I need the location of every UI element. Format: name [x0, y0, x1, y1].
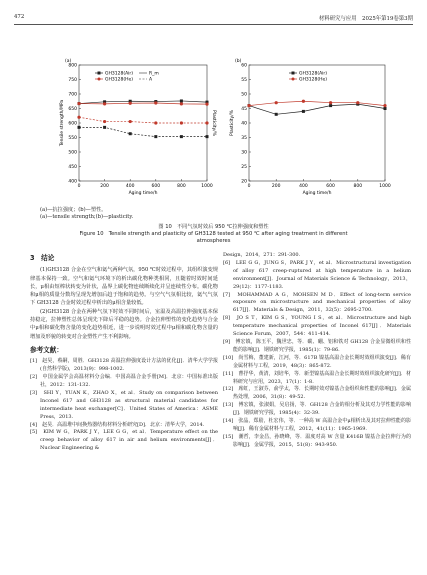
panel-label: (b) — [235, 59, 242, 64]
y-tick-label: 450 — [68, 165, 77, 170]
y-tick-label: 600 — [68, 121, 77, 127]
reference-item: [4] 赵昊．高温堆中间换热器结构材料分析研究[D]．北京：清华大学，2014. — [30, 421, 205, 428]
y-tick-label: 25 — [241, 165, 247, 170]
x-tick-label: 600 — [151, 184, 161, 189]
y-axis-label: Tensile strength/MPa — [60, 99, 65, 147]
references-list-right — [223, 252, 411, 450]
data-point — [77, 102, 80, 105]
reference-item: [8] JO S T，KIM G S，YOUNG I S，et al．Microstructure and high temperature mechanical properties of Inconel 617[J]．Materials Science Forum，2007，544：411-414. — [223, 315, 411, 338]
x-tick-label: 800 — [177, 184, 186, 189]
right-column — [223, 252, 411, 450]
legend-marker — [98, 72, 101, 75]
data-point — [129, 102, 132, 105]
chart-a — [55, 55, 220, 205]
data-point — [154, 135, 157, 138]
data-point — [329, 104, 332, 107]
data-point — [384, 107, 387, 110]
reference-item: [12] 席虹，王淑芬，俞学太，等．长期时效对镍基合金组织和性能的影响[J]．金属热处理，2006，31(8)：49-52. — [223, 386, 411, 401]
y-tick-label: 500 — [68, 150, 77, 156]
journal-title: 材料研究与应用 2025年第19卷第3期 — [318, 16, 413, 22]
reference-item: [13] 傅宏镇，张淑娟，吴启扬，等．GH128 合金的相分析及其对力学性能的影响[J]．钢铁研究学报，1985(4)：32-39. — [223, 402, 411, 417]
y-tick-label: 750 — [68, 78, 77, 83]
y-tick-label: 40 — [241, 121, 247, 127]
y-tick-label: 800 — [68, 63, 77, 69]
data-point — [206, 135, 209, 138]
data-point — [180, 121, 183, 124]
x-tick-label: 400 — [299, 184, 308, 189]
x-tick-label: 0 — [77, 184, 81, 189]
data-point — [103, 126, 106, 129]
reference-item: [5] KIM W G，PARK J Y，LEE G G，et al．Temperature effect on the creep behavior of alloy 617 in air and helium environments[J]．Nuclear Engineering & — [30, 429, 218, 452]
data-point — [77, 116, 80, 119]
x-axis-label: Aging time/h — [302, 191, 332, 196]
left-column — [30, 252, 218, 453]
section-title: 3 结论 — [30, 254, 55, 262]
x-tick-label: 200 — [100, 184, 109, 189]
series-line — [249, 104, 385, 114]
data-point — [129, 120, 132, 123]
figure-caption-cn: 图 10 不同气氛时效后 950 ℃拉伸强度和塑性 — [158, 224, 269, 230]
legend-label: R_m — [149, 71, 159, 77]
legend-marker — [98, 78, 101, 81]
x-tick-label: 600 — [326, 184, 335, 189]
x-tick-label: 800 — [353, 184, 363, 189]
reference-item: [10] 尚雪梅，董建新，江河，等．617B 镍基高温合金长期时效组织演变[J]．稀有金属材料与工程，2019，48(3)：865-872. — [223, 354, 411, 369]
legend-label: GH3128(He) — [299, 77, 327, 83]
panel-caption-en: (a)—tensile strength;(b)—plasticity. — [40, 214, 134, 220]
reference-item: [15] 潮哲，李金昌，孙晓峰，等．温度对高 W 含量 K416B 镍基合金拉伸行为的影响[J]．金属学报，2015，51(8)：943-950. — [223, 433, 411, 448]
figure-caption-en-1: Figure 10 Tensile strength and plasticity of GH3128 tested at 950 ℃ after aging treatment in different — [79, 231, 348, 237]
panel-label: (a) — [65, 59, 72, 64]
reference-item: [2] 中国金属学会高温材料分会编．中国高温合金手册[M]．北京：中国标准出版社，2012：131-132. — [30, 374, 218, 388]
conclusion-para-1: (1)GH3128 合金在空气和氦气两种气氛，950 ℃时效过程中，其组织演变规律基本保持一致。空气和氦气环境下的析出碳化物种类相同，且随着时效时间延长，μ相由短棒状转变为针状，晶界上碳化物连续断续化并呈连续性分布。碳化物和μ相的质量分数均呈现先增加后趋于饱和的趋势。与空气气氛相比较，氦气气氛下 GH3128 合金时效过程中析出的μ相含量较低。 — [30, 267, 218, 307]
data-point — [180, 99, 183, 102]
data-point — [103, 102, 106, 105]
y-tick-label: 400 — [68, 179, 77, 185]
references-title: 参考文献： — [30, 345, 63, 354]
header-rule — [14, 24, 413, 25]
data-point — [129, 132, 132, 135]
y-tick-label: 35 — [241, 136, 247, 141]
series-line — [79, 127, 207, 136]
figure-caption-en-2: atmospheres — [196, 238, 231, 244]
x-tick-label: 200 — [271, 184, 281, 189]
x-tick-label: 1000 — [379, 184, 391, 189]
y-tick-label: 20 — [241, 179, 247, 185]
x-tick-label: 1000 — [201, 184, 213, 189]
legend-marker — [292, 72, 295, 75]
y-right-axis-label: Plasticity/% — [211, 109, 216, 137]
data-point — [154, 101, 157, 104]
legend-label: GH3128(Air) — [299, 71, 328, 77]
data-point — [247, 104, 250, 107]
x-tick-label: 0 — [247, 184, 251, 189]
series-line — [79, 103, 207, 104]
panel-caption-cn: (a)—抗拉强度；(b)—塑性。 — [40, 207, 107, 213]
y-tick-label: 50 — [241, 92, 247, 98]
legend-label: GH3128(He) — [105, 77, 133, 83]
y-tick-label: 45 — [241, 107, 247, 112]
reference-item: [11] 曹抒华，黄清，刘培华，等．新型镍基高温合金长期时效组织演化研究[J]．材料研究与应用，2023，17(1)：1-8. — [223, 370, 411, 385]
y-axis-label: Plasticity/% — [230, 109, 235, 137]
y-tick-label: 30 — [241, 150, 247, 156]
series-line — [79, 117, 207, 123]
data-point — [154, 121, 157, 124]
x-tick-label: 400 — [125, 184, 135, 189]
data-point — [275, 113, 278, 116]
y-tick-label: 550 — [68, 136, 77, 141]
reference-item: Design，2014，271：291-300. — [223, 252, 301, 258]
y-tick-label: 700 — [68, 92, 77, 98]
data-point — [329, 101, 332, 104]
references-list-left — [30, 358, 218, 453]
data-point — [205, 121, 208, 124]
y-tick-label: 650 — [68, 107, 77, 112]
data-point — [302, 100, 305, 103]
reference-item: [9] 傅宏镇，陈玉平，魏世忠，等．碳、硼、铝和铁对 GH128 合金显微组织和性能的影响[J]．钢铁研究学报，1985(1)：79-86. — [223, 338, 411, 353]
legend-label: GH3128(Air) — [105, 71, 134, 77]
legend-label: A — [149, 77, 153, 83]
figure-10 — [55, 55, 395, 205]
y-tick-label: 55 — [241, 78, 247, 83]
reference-item: [1] 赵昊，蔡嗣，周胜．GH3128 高温拉伸强度设计方法的优化[J]．清华大学学报(自然科学版)，2013(9)：998-1002. — [30, 358, 218, 373]
reference-item: [7] MOHAMMAD A G，MOHSEN M D．Effect of long-term service exposure on microstructure and mechanical properties of alloy 617[J]．Materials & Design，2011，32(5)：2695-2700. — [223, 291, 411, 314]
data-point — [180, 102, 183, 105]
chart-b — [225, 55, 395, 205]
data-point — [103, 120, 106, 123]
reference-item: [6] LEE G G，JUNG S，PARK J Y，et al．Microstructural investigation of alloy 617 creep-ruptured at high temperature in a helium environment[J]．Journal of Materials Science & Technology，2013，29(12)：1177-1183. — [223, 259, 411, 290]
legend-marker — [292, 78, 295, 81]
reference-item: [3] SHI Y，YUAN K，ZHAO X，et al．Study on comparison between Inconel 617 and GH3128 as structural material candidates for intermediate heat exchanger[C]．United States of America：ASME Press，2013. — [30, 389, 218, 420]
data-point — [302, 110, 305, 113]
x-axis-label: Aging time/h — [128, 191, 158, 196]
data-point — [78, 126, 81, 129]
reference-item: [14] 张晶，郑励，杜宏伟，等．一种高 W 高温合金中μ相析出及其对拉伸性能的影响[J]．稀有金属材料与工程，2012，41(11)：1965-1969. — [223, 418, 411, 432]
data-point — [275, 101, 278, 104]
conclusion-para-2: (2)GH3128 合金在两种气氛下时效不同时间后，室温及高温拉伸强度基本保持稳定，拉伸塑性总体呈现先下降后平稳的趋势。合金拉伸塑性的变化趋势与合金中μ相和碳化物含量的变化趋势相近，进一步说明时效过程中μ相和碳化物含量的增加及形貌的转变对合金塑性产生不利影响。 — [30, 308, 218, 340]
y-tick-label: 60 — [241, 63, 247, 69]
page-number: 472 — [14, 14, 25, 20]
data-point — [383, 104, 386, 107]
data-point — [180, 135, 183, 138]
data-point — [205, 103, 208, 106]
data-point — [356, 101, 359, 104]
